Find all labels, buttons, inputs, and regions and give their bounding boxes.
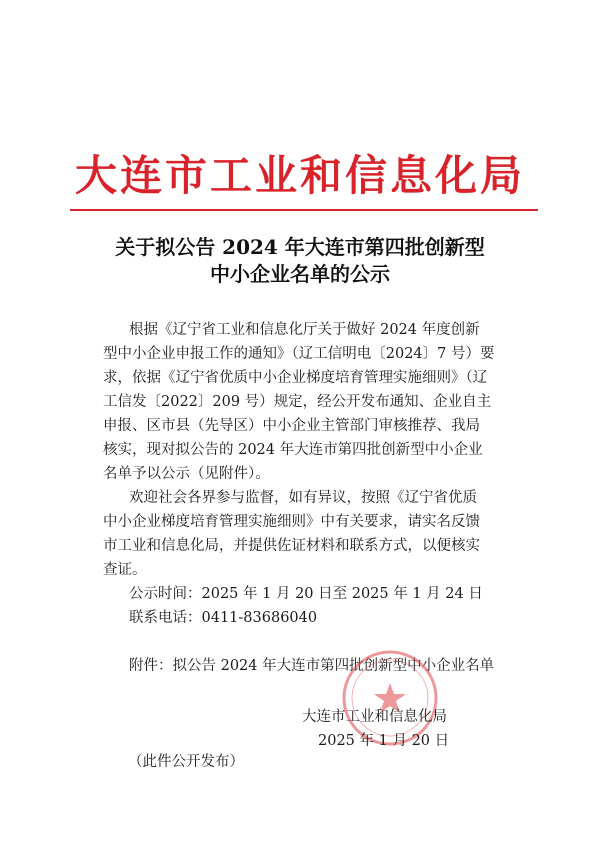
contact-phone: 联系电话：0411-83686040: [129, 610, 318, 626]
publicity-period: 公示时间：2025 年 1 月 20 日至 2025 年 1 月 24 日: [129, 586, 483, 602]
body-line: 核实，现对拟公告的 2024 年大连市第四批创新型中小企业: [103, 442, 483, 458]
publication-note: （此件公开发布）: [128, 754, 244, 770]
issuing-organization-header: 大连市工业和信息化局: [74, 151, 525, 200]
attachment-note: 附件：拟公告 2024 年大连市第四批创新型中小企业名单: [129, 658, 495, 674]
document-title-line-2: 中小企业名单的公示: [210, 262, 390, 286]
body-line: 工信发〔2022〕209 号）规定，经公开发布通知、企业自主: [103, 394, 492, 410]
header-red-rule: [70, 209, 538, 211]
signing-organization: 大连市工业和信息化局: [302, 709, 447, 725]
body-line: 市工业和信息化局，并提供佐证材料和联系方式，以便核实: [103, 538, 480, 554]
signing-date: 2025 年 1 月 20 日: [318, 733, 450, 749]
document-title: [0, 234, 600, 288]
body-line: 申报、区市县（先导区）中小企业主管部门审核推荐、我局: [103, 418, 480, 434]
document-title-line-1: 关于拟公告 2024 年大连市第四批创新型: [115, 235, 485, 259]
body-line: 名单予以公示（见附件）。: [103, 466, 270, 482]
body-line: 型中小企业申报工作的通知》（辽工信明电〔2024〕7 号）要: [103, 346, 495, 362]
body-line: 查证。: [103, 562, 147, 578]
body-line: 根据《辽宁省工业和信息化厅关于做好 2024 年度创新: [129, 322, 480, 338]
body-line: 中小企业梯度培育管理实施细则》中有关要求，请实名反馈: [103, 514, 480, 530]
body-line: 欢迎社会各界参与监督，如有异议，按照《辽宁省优质: [129, 490, 477, 506]
body-line: 求，依据《辽宁省优质中小企业梯度培育管理实施细则》（辽: [103, 370, 488, 386]
